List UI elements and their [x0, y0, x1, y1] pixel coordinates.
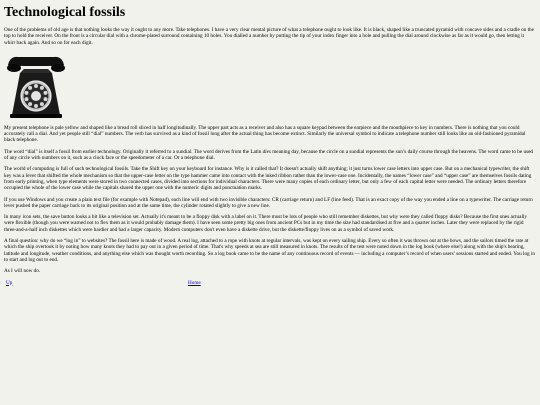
paragraph-5: If you use Windows and you create a plain text file (for example with Notepad), each line will end with two invisible characters: CR (carriage return) and LF (line feed). That is an exact copy of the way you ended a line on a typewriter. The carriage return lever pushed the paper carriage back to its original position and at the same time, the cylinder rotated slightly to give a new line. [4, 196, 533, 209]
paragraph-8: As I will now do. [4, 268, 41, 275]
telephone-image [4, 51, 536, 121]
page-title: Technological fossils [4, 5, 126, 20]
paragraph-1: One of the problems of old age is that nothing looks the way it ought to any more. Take telephones. I have a very clear mental picture of what a telephone ought to look like. It is black, shaped like a truncated pyramid with concave sides and a cradle on the top to hold the receiver. On the front is a circular dial with a chrome-plated surround containing 10 holes. You dialled a number by putting the tip of your index finger into a hole and pulling the dial around clockwise as far as it would go, then letting it whirr back again. And so on for each digit. [4, 27, 534, 46]
rotary-telephone-icon [4, 51, 68, 121]
paragraph-3 [4, 149, 536, 162]
paragraph-2: My present telephone is pale yellow and shaped like a bread roll sliced in half longitudinally. The upper part acts as a receiver and also has a square keypad between the earpiece and the mouthpiece to key in numbers. There is nothing that you could accurately call a dial. And yet people still “dial” numbers. The verb has survived as a kind of fossil long after the actual thing has become extinct. Similarly the universal symbol to indicate a telephone number still looks like an old-fashioned pyramidal black telephone. [4, 124, 526, 144]
paragraph-6: In many icon sets, the save button looks a bit like a television set. Actually it's meant to be a floppy disk with a label on it. There must be lots of people who still remember diskettes, but why were they called floppy disks? Because the first ones actually were flexible (though you were warned not to flex them as it would probably damage them). I have seen some pretty big ones from ancient PCs but in my time the size had standardised at five and a quarter inches. Later they were replaced by the rigid three-and-a-half inch diskettes which were hardier and had a larger capacity. Modern computers don't even have a diskette drive, but the diskette/floppy lives on as a symbol of saved work. [4, 214, 527, 233]
paragraph-3-text-a: The word “dial” is itself a fossil from earlier technology. Originally it referred to a sundial. The word derives from the Latin [4, 148, 263, 155]
latin-word: dies [262, 148, 271, 155]
paragraph-7: A final question: why do we “log in” to websites? The fossil here is made of wood. A real log, attached to a rope with knots at regular intervals, was kept on every sailing ship. Every so often it was thrown out at the bows, and the sailors timed the rate at which the ship overtook it by noting how many knots they had to pay out in a given period of time. That's why speeds at sea are still measured in knots. The results of the test were noted down in the log book (where else!) along with the ship's bearing, latitude and longitude, weather conditions, and anything else which was thought worth recording. So a log book came to be the name of any continuous record of events — including a computer’s record of when users’ sessions started and ended. You log in to start and log out to end. [4, 238, 535, 263]
home-link[interactable]: Home [188, 279, 201, 286]
up-link[interactable]: Up [6, 279, 13, 286]
paragraph-3-text-b: meaning day, because the circle on a sundial represents the sun’s daily course through the heavens. The word came to be used of any circle with numbers on it, such as a clock face or the speedometer of a car. Or a telephone dial. [4, 148, 533, 162]
paragraph-4: The world of computing is full of such technological fossils. Take the Shift key on your keyboard for instance. Why is it called that? It doesn't actually shift anything; it just turns lower case letters into upper case. But on a mechanical typewriter, the shift key was a lever that shifted the whole mechanism so that the upper-case letter on the type hammer came into contact with the inked ribbon rather than the lower-case one. Incidentally, the names “lower case” and “upper case” are themselves fossils dating from early printing, when type elements were stored in two connected cases, divided into sections for individual characters. There were many copies of each ordinary letter, but only a few of each capital letter were needed. The ordinary letters therefore occupied the whole of the lower case while the capitals shared the upper one with the numeric digits and punctuation marks. [4, 166, 532, 192]
footer-nav [4, 280, 536, 292]
